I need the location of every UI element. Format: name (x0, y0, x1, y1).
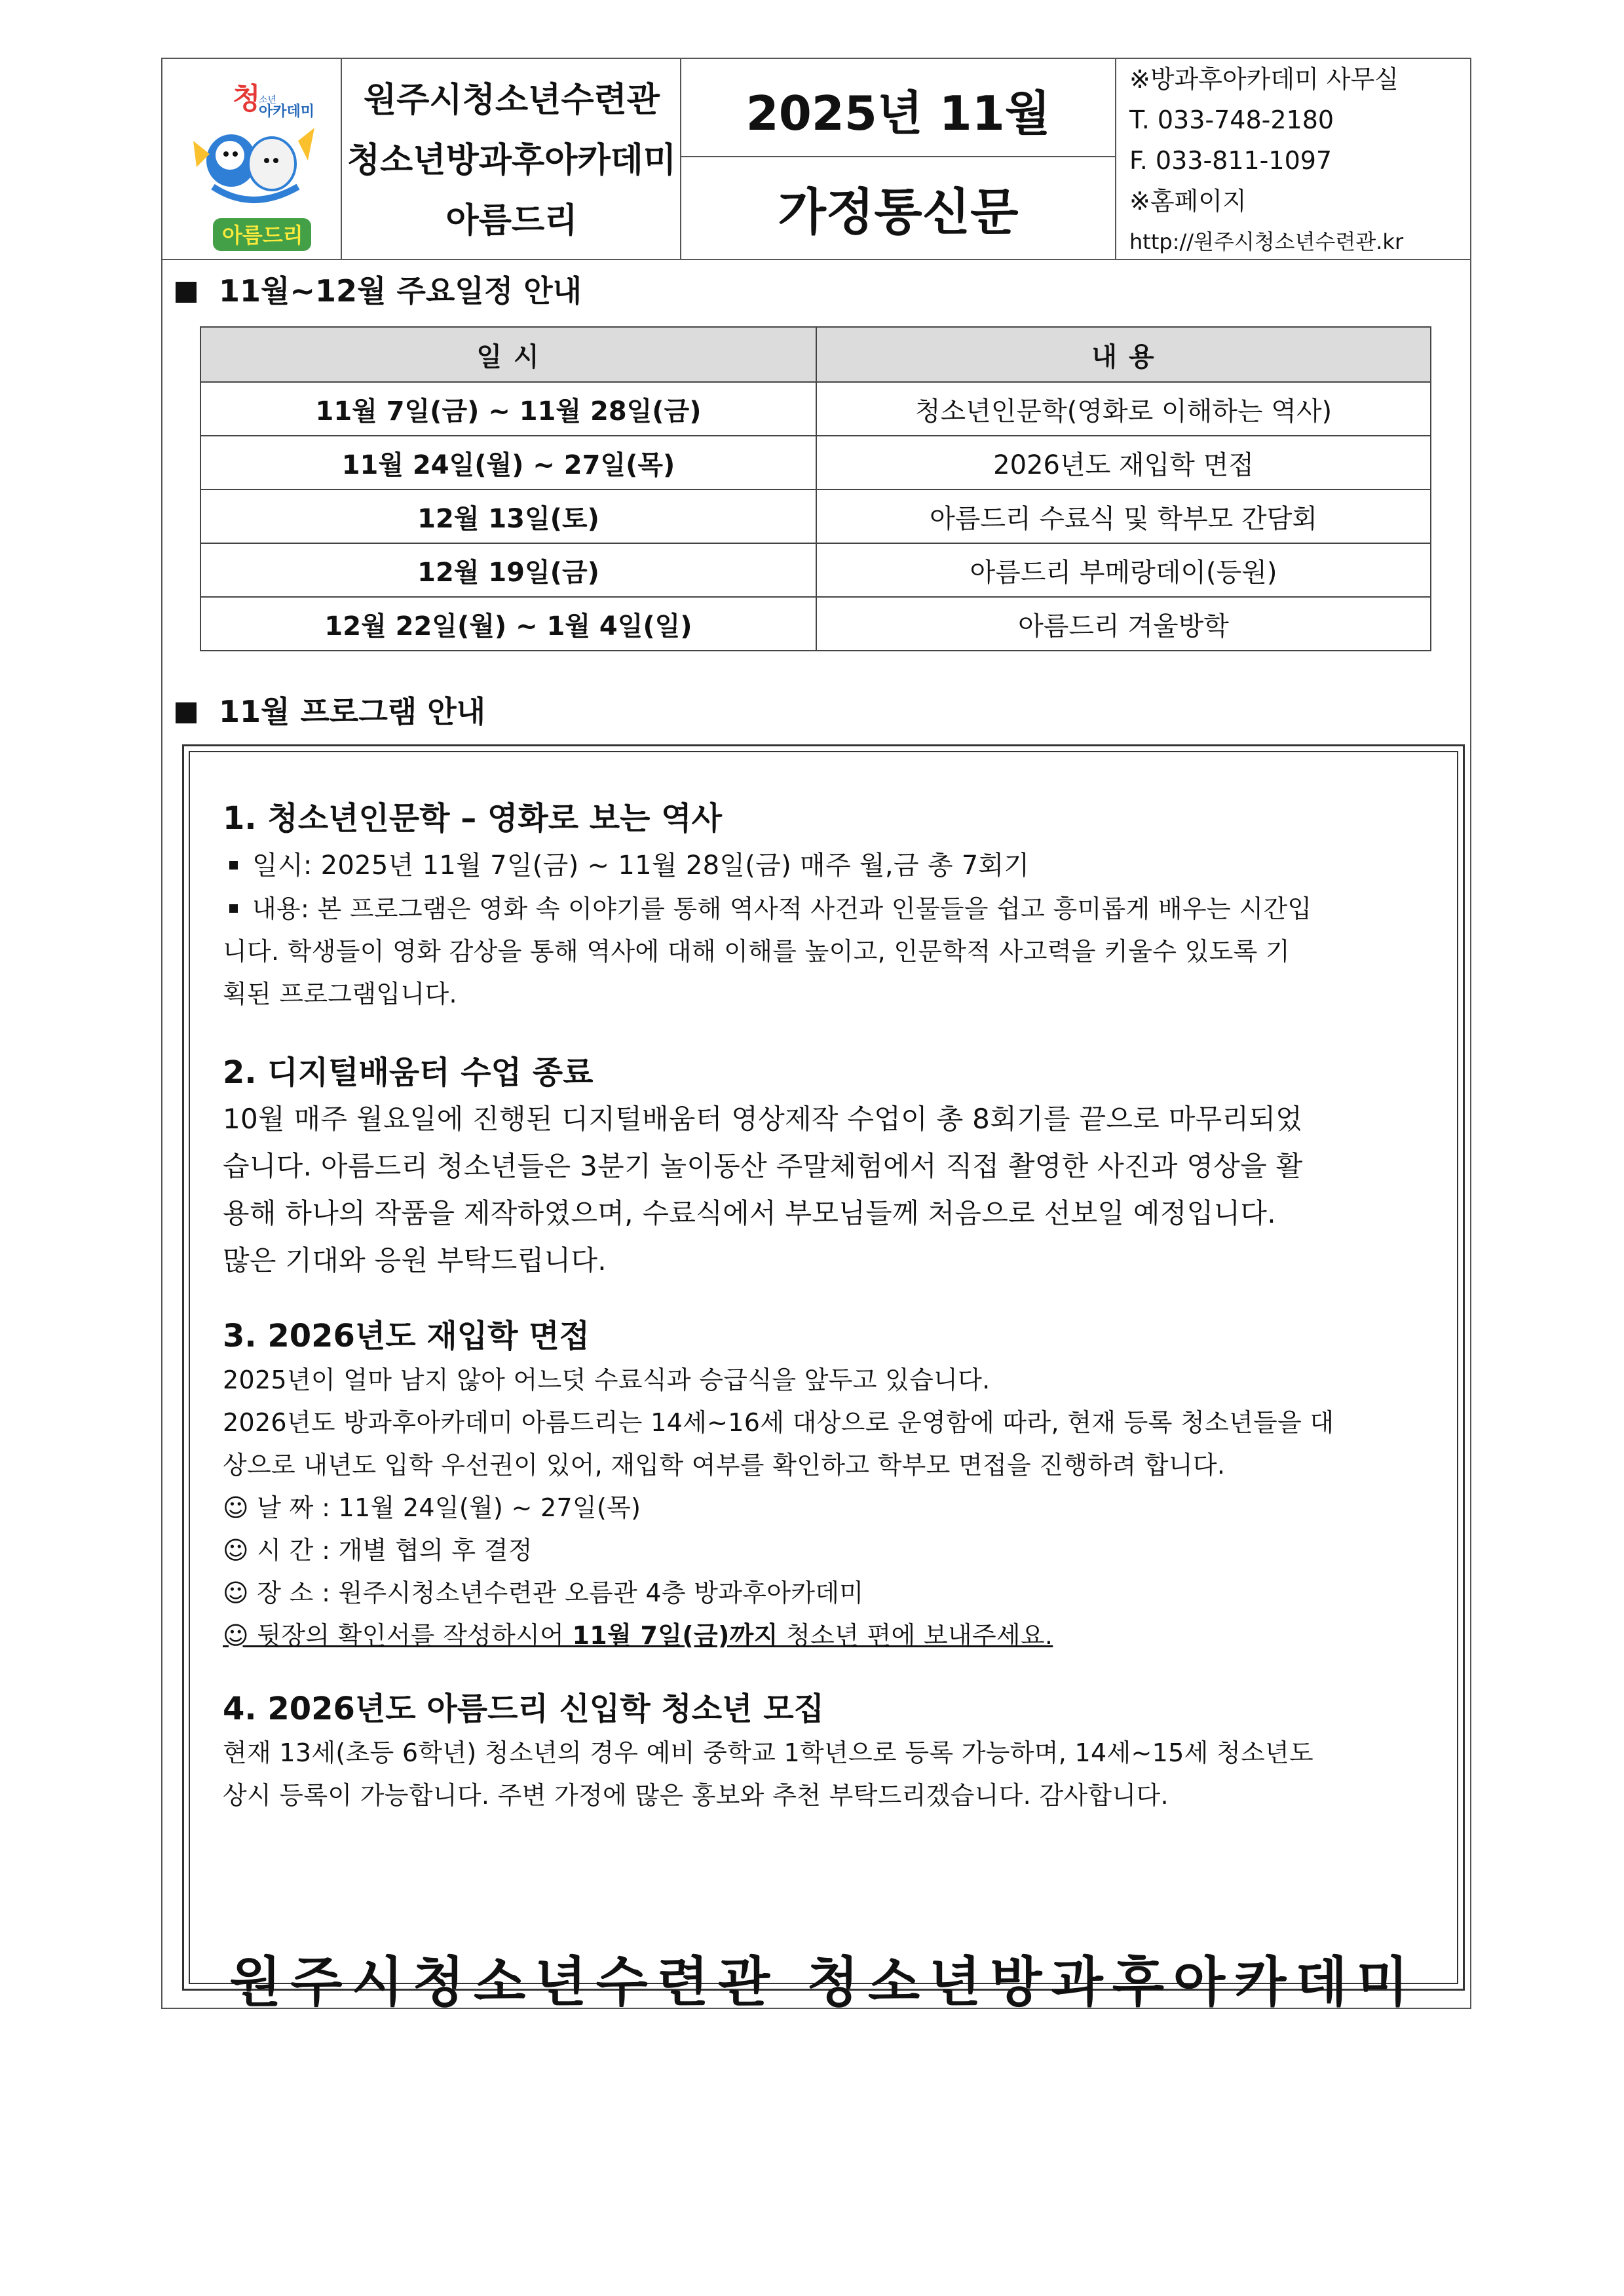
homepage-label: ※홈페이지 (1129, 187, 1247, 216)
section-paragraph: 2026년도 방과후아카데미 아름드리는 14세~16세 대상으로 운영함에 따라, 현재 등록 청소년들을 대 (223, 1408, 1334, 1437)
section-title: 4. 2026년도 아름드리 신입학 청소년 모집 (223, 1691, 824, 1727)
section-title: 2. 디지털배움터 수업 종료 (223, 1054, 594, 1091)
schedule-heading: 11월~12월 주요일정 안내 (176, 267, 582, 311)
org-name-block (344, 62, 679, 259)
section-title: 3. 2026년도 재입학 면접 (223, 1318, 590, 1354)
schedule-content: 아름드리 부메랑데이(등원) (816, 543, 1431, 597)
schedule-table (200, 326, 1431, 651)
schedule-date: 12월 22일(월) ~ 1월 4일(일) (200, 597, 816, 651)
schedule-date: 11월 7일(금) ~ 11월 28일(금) (200, 382, 816, 436)
schedule-date: 11월 24일(월) ~ 27일(목) (200, 436, 816, 489)
newsletter-date: 2025년 11월 (746, 85, 1051, 141)
square-bullet-icon (176, 702, 197, 723)
section-paragraph: 2025년이 얼마 남지 않아 어느덧 수료식과 승급식을 앞두고 있습니다. (223, 1366, 991, 1394)
header-divider (1115, 58, 1116, 259)
section-paragraph: 상으로 내년도 입학 우선권이 있어, 재입학 여부를 확인하고 학부모 면접을 진행하려 합니다. (223, 1451, 1226, 1480)
table-row (200, 382, 1431, 436)
svg-text:청: 청 (233, 82, 261, 115)
svg-text:아카데미: 아카데미 (259, 104, 315, 120)
schedule-date: 12월 13일(토) (200, 489, 816, 543)
fax-number: F. 033-811-1097 (1129, 146, 1332, 175)
section-paragraph: 현재 13세(초등 6학년) 청소년의 경우 예비 중학교 1학년으로 등록 가능하며, 14세~15세 청소년도 (223, 1738, 1314, 1767)
section-paragraph: 일시: 2025년 11월 7일(금) ~ 11월 28일(금) 매주 월,금 총 7회기 (223, 844, 1441, 888)
svg-text:아름드리: 아름드리 (222, 223, 303, 248)
header-divider (680, 58, 681, 259)
column-header: 일 시 (200, 327, 816, 382)
schedule-content: 아름드리 수료식 및 학부모 간담회 (816, 489, 1431, 543)
footer-org-name: 원주시청소년수련관 청소년방과후아카데미 (229, 1951, 1418, 2014)
section-paragraph: 10월 매주 월요일에 진행된 디지털배움터 영상제작 수업이 총 8회기를 끝으로 마무리되었 (223, 1103, 1303, 1135)
schedule-content: 2026년도 재입학 면접 (816, 436, 1431, 489)
table-row (200, 436, 1431, 489)
newsletter-title: 가정통신문 (778, 183, 1019, 241)
program-content (223, 786, 1441, 1817)
section-paragraph: 니다. 학생들이 영화 감상을 통해 역사에 대해 이해를 높이고, 인문학적 사고력을 키울수 있도록 기 (223, 937, 1291, 966)
interview-date: ☺ 날 짜 : 11월 24일(월) ~ 27일(목) (223, 1493, 641, 1522)
table-row (200, 597, 1431, 651)
schedule-content: 아름드리 겨울방학 (816, 597, 1431, 651)
org-name-line: 청소년방과후아카데미 (347, 141, 677, 180)
section-paragraph: 상시 등록이 가능합니다. 주변 가정에 많은 홍보와 추천 부탁드리겠습니다. 감사합니다. (223, 1781, 1169, 1810)
tel-number: T. 033-748-2180 (1129, 105, 1334, 134)
section-paragraph: 획된 프로그램입니다. (223, 980, 457, 1008)
section-paragraph: 습니다. 아름드리 청소년들은 3분기 놀이동산 주말체험에서 직접 촬영한 사진과 영상을 활 (223, 1150, 1303, 1182)
schedule-date: 12월 19일(금) (200, 543, 816, 597)
contact-block (1122, 62, 1469, 259)
section-paragraph: 내용: 본 프로그램은 영화 속 이야기를 통해 역사적 사건과 인물들을 쉽고 흥미롭게 배우는 시간입 (223, 888, 1441, 930)
section-paragraph: 용해 하나의 작품을 제작하였으며, 수료식에서 부모님들께 처음으로 선보일 예정입니다. (223, 1197, 1276, 1229)
homepage-link[interactable]: http://원주시청소년수련관.kr (1129, 229, 1404, 254)
column-header: 내 용 (816, 327, 1431, 382)
office-label: ※방과후아카데미 사무실 (1129, 65, 1399, 94)
table-row (200, 489, 1431, 543)
table-row (200, 543, 1431, 597)
interview-place: ☺ 장 소 : 원주시청소년수련관 오름관 4층 방과후아카데미 (223, 1578, 864, 1607)
section-paragraph: 많은 기대와 응원 부탁드립니다. (223, 1244, 607, 1276)
mascot-logo (167, 62, 341, 259)
header-divider (341, 58, 342, 259)
org-name-line: 원주시청소년수련관 (363, 81, 660, 120)
square-bullet-icon (229, 861, 238, 870)
submission-note: ☺ 뒷장의 확인서를 작성하시어 11월 7일(금)까지 청소년 편에 보내주세요. (223, 1621, 1053, 1650)
org-name-line: 아름드리 (445, 201, 578, 240)
square-bullet-icon (229, 904, 238, 913)
section-title: 1. 청소년인문학 – 영화로 보는 역사 (223, 800, 722, 837)
svg-text:소년: 소년 (259, 95, 277, 105)
program-heading: 11월 프로그램 안내 (176, 688, 485, 731)
table-header-row (200, 327, 1431, 382)
schedule-content: 청소년인문학(영화로 이해하는 역사) (816, 382, 1431, 436)
square-bullet-icon (176, 282, 197, 303)
interview-time: ☺ 시 간 : 개별 협의 후 결정 (223, 1536, 533, 1565)
